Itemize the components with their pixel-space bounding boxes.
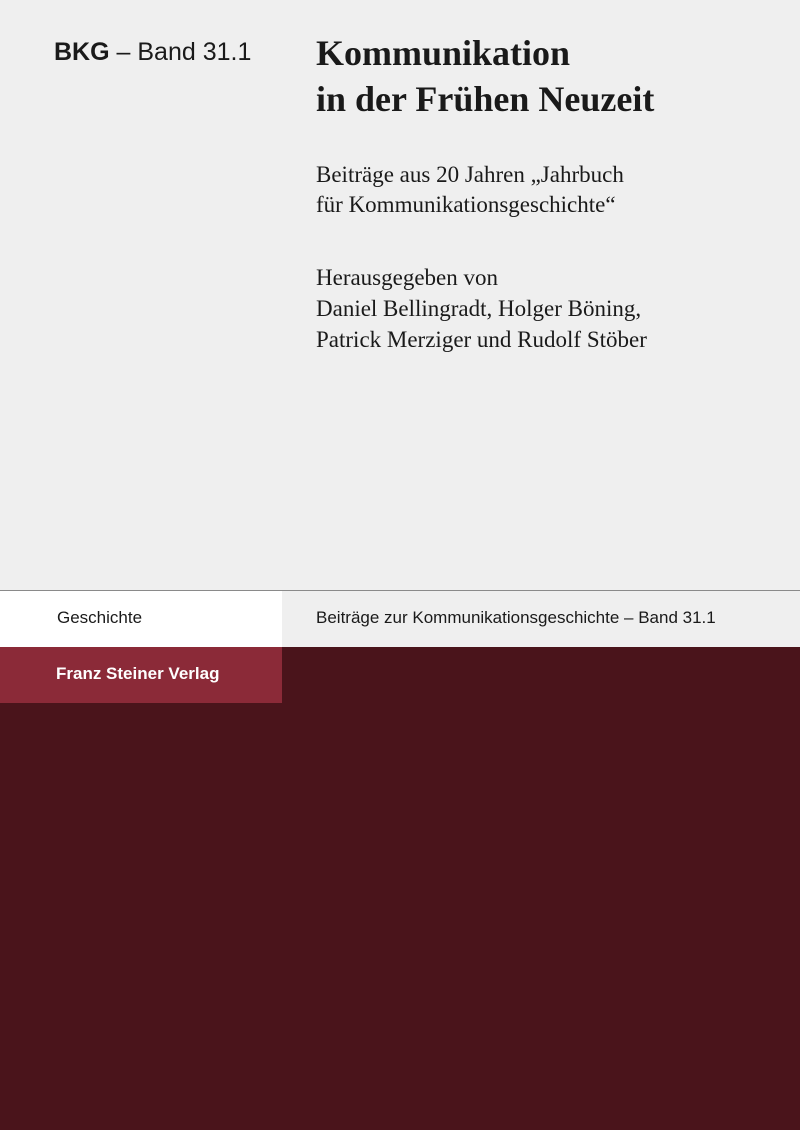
info-band [0, 591, 800, 647]
book-subtitle [316, 160, 786, 220]
editors-block [316, 262, 786, 355]
series-full-title: Beiträge zur Kommunikationsgeschichte – Band 31.1 [316, 608, 716, 627]
subject-box [0, 591, 282, 647]
editors-line-2: Daniel Bellingradt, Holger Böning, [316, 296, 642, 321]
subject-label: Geschichte [57, 608, 143, 627]
publisher-box [0, 647, 282, 703]
series-mark [54, 38, 251, 67]
editors-intro: Herausgegeben von [316, 265, 499, 290]
subtitle-line-2: für Kommunikationsgeschichte“ [316, 192, 616, 217]
title-line-1: Kommunikation [316, 33, 571, 73]
editors-line-3: Patrick Merziger und Rudolf Stöber [316, 327, 647, 352]
series-separator: – [116, 38, 131, 66]
cover-bottom-panel [0, 647, 800, 1130]
series-volume: Band 31.1 [137, 38, 252, 66]
title-line-2: in der Frühen Neuzeit [316, 79, 655, 119]
series-abbreviation: BKG [54, 38, 110, 66]
publisher-name: Franz Steiner Verlag [56, 664, 220, 683]
subtitle-line-1: Beiträge aus 20 Jahren „Jahrbuch [316, 162, 624, 187]
book-title [316, 30, 786, 122]
